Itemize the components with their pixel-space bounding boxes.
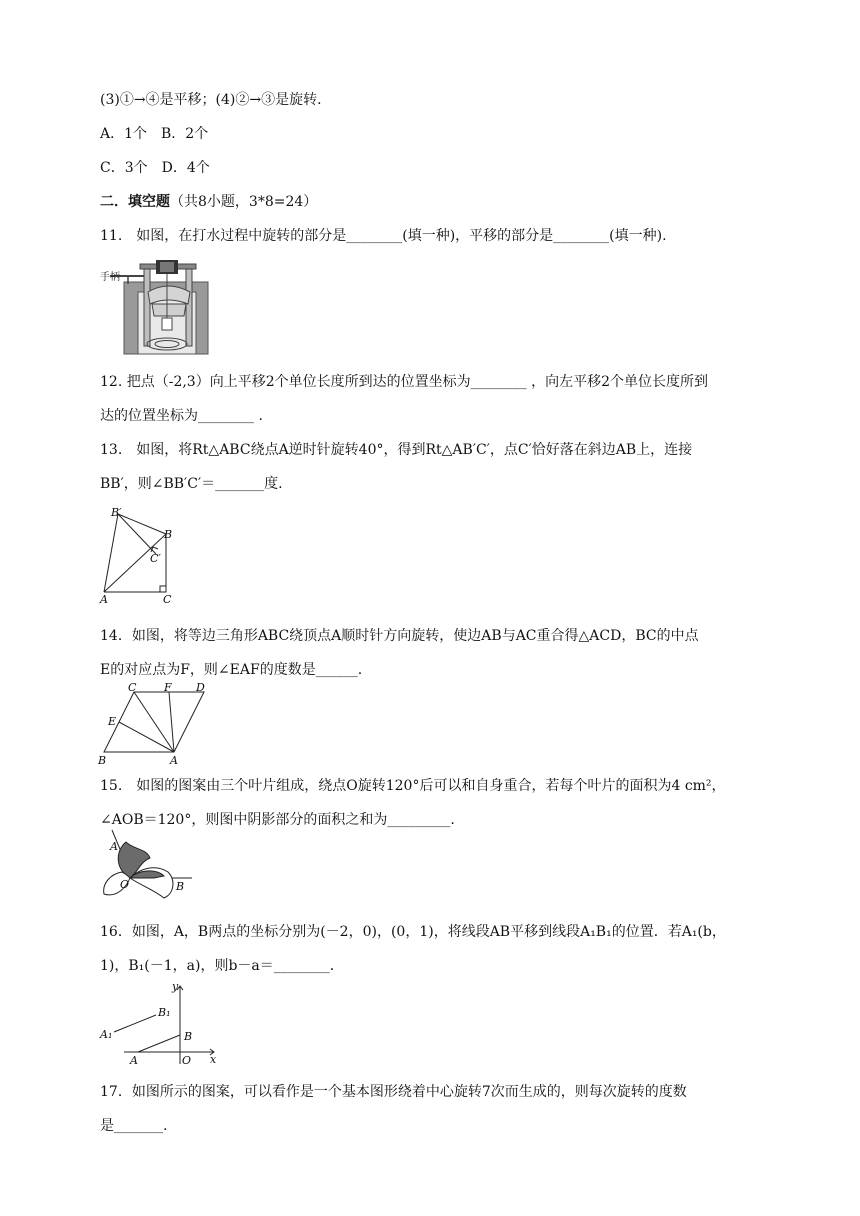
question-14-line-1: 14．如图，将等边三角形ABC绕顶点A顺时针方向旋转，使边AB与AC重合得△ACD，BC的中点 xyxy=(100,628,699,644)
label-c: C xyxy=(163,593,172,606)
question-16-line-2: 1)，B₁(－1，a)，则b－a＝________． xyxy=(100,958,344,974)
rhombus-diagram xyxy=(96,682,212,768)
question-14-line-2: E的对应点为F，则∠EAF的度数是______. xyxy=(100,662,363,678)
label-a: A xyxy=(110,840,118,853)
label-a: A xyxy=(170,754,178,767)
label-c: C xyxy=(128,682,137,694)
section-note: （共8小题，3*8=24） xyxy=(170,194,318,210)
section-heading xyxy=(100,192,317,212)
rhombus-figure xyxy=(96,682,212,768)
handle-label: 手柄 xyxy=(100,272,120,283)
label-b: B xyxy=(184,1030,193,1043)
question-11: 11. 如图，在打水过程中旋转的部分是________(填一种)，平移的部分是________(填一种). xyxy=(100,228,667,244)
question-13-line-1: 13. 如图，将Rt△ABC绕点A逆时针旋转40°，得到Rt△AB′C′，点C′恰好落在斜边AB上，连接 xyxy=(100,442,693,458)
question-17-line-2: 是_______. xyxy=(100,1118,168,1134)
label-b-prime: B′ xyxy=(111,506,122,519)
label-a1: A₁ xyxy=(100,1028,113,1041)
text-line-1: (3)①→④是平移；(4)②→③是旋转． xyxy=(100,92,332,108)
label-y: y xyxy=(172,980,179,993)
question-15-line-2: ∠AOB＝120°，则图中阴影部分的面积之和为_________. xyxy=(100,812,455,828)
label-a: A xyxy=(130,1054,138,1067)
question-12-line-2: 达的位置坐标为________ . xyxy=(100,408,263,424)
label-a: A xyxy=(100,593,108,606)
coordinate-figure xyxy=(96,980,222,1068)
triangle-figure xyxy=(98,504,182,606)
coordinate-diagram xyxy=(96,980,222,1068)
choices-ab: A．1个 B．2个 xyxy=(100,126,209,142)
label-o: O xyxy=(120,878,130,891)
choices-cd: C．3个 D．4个 xyxy=(100,160,210,176)
leaves-figure xyxy=(98,828,200,908)
label-d: D xyxy=(196,682,205,694)
well-figure xyxy=(100,256,212,358)
question-15-line-1: 15. 如图的图案由三个叶片组成，绕点O旋转120°后可以和自身重合，若每个叶片的面积为4 cm²， xyxy=(100,778,726,794)
label-x: x xyxy=(210,1053,217,1066)
label-b: B xyxy=(176,880,185,893)
label-b: B xyxy=(164,528,173,541)
section-title: 二．填空题 xyxy=(100,194,170,210)
question-12-line-1: 12. 把点（-2,3）向上平移2个单位长度所到达的位置坐标为________ ，向左平移2个单位长度所到 xyxy=(100,374,708,390)
label-o: O xyxy=(182,1054,192,1067)
label-b1: B₁ xyxy=(158,1006,171,1019)
leaves-diagram xyxy=(98,828,200,908)
question-16-line-1: 16．如图，A，B两点的坐标分别为(－2，0)，(0，1)，将线段AB平移到线段A₁B₁的位置．若A₁(b， xyxy=(100,924,726,940)
triangle-diagram xyxy=(98,504,182,606)
well-diagram xyxy=(100,256,212,358)
question-17-line-1: 17．如图所示的图案，可以看作是一个基本图形绕着中心旋转7次而生成的，则每次旋转的度数 xyxy=(100,1084,687,1100)
label-e: E xyxy=(108,715,117,728)
label-b: B xyxy=(98,754,107,767)
label-c-prime: C′ xyxy=(150,552,161,565)
label-f: F xyxy=(164,682,172,694)
question-13-line-2: BB′，则∠BB′C′＝_______度. xyxy=(100,476,283,492)
